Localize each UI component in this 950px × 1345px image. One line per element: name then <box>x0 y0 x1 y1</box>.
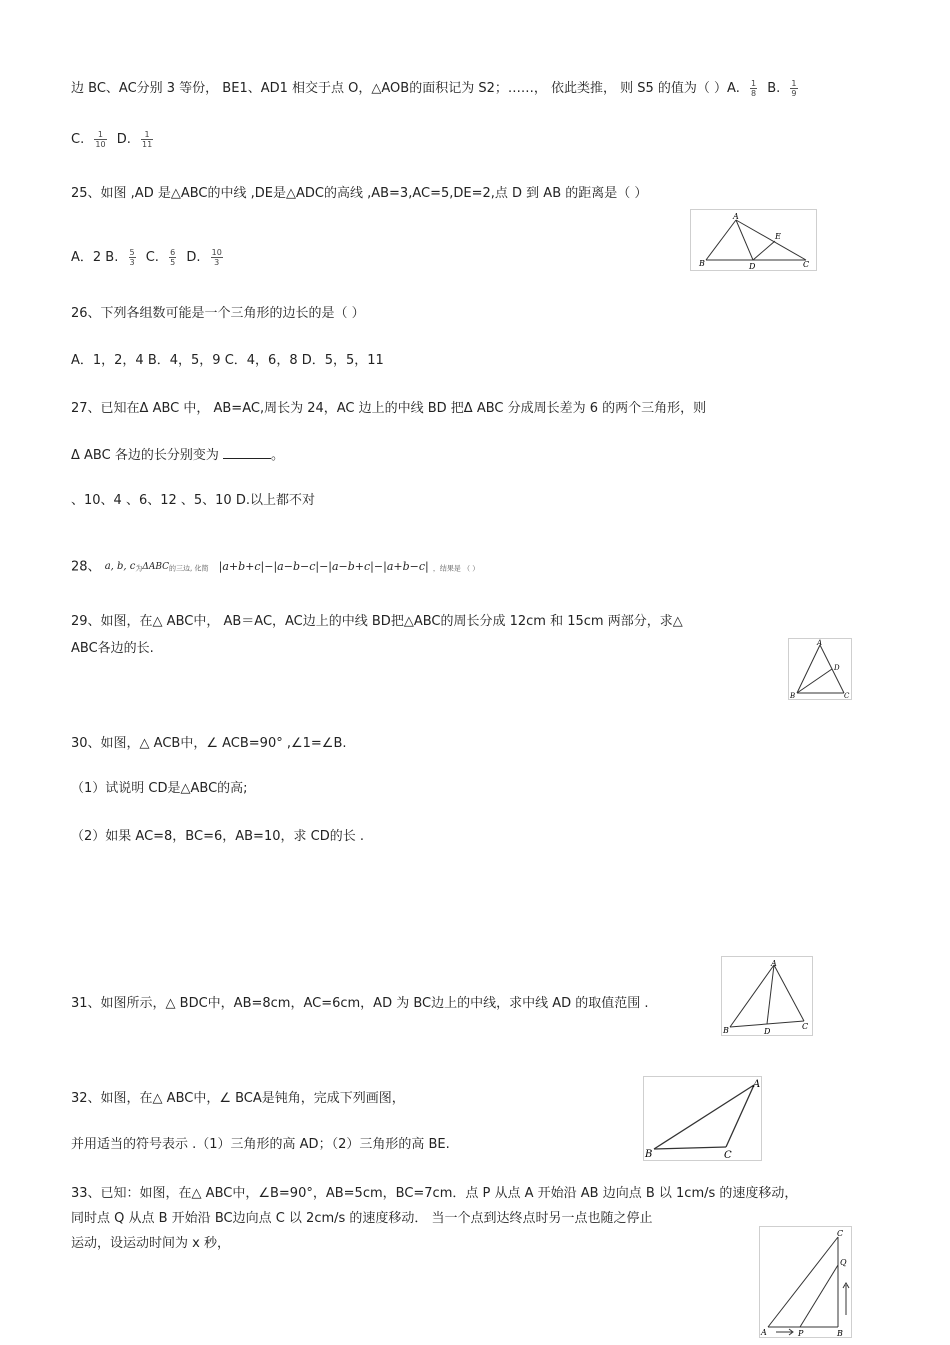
q31-label-b: B <box>723 1026 729 1035</box>
q29-label-b: B <box>790 692 796 699</box>
q26-options: A．1，2，4 B．4，5，9 C．4，6，8 D．5，5，11 <box>71 353 384 368</box>
q24-option-b-label: B. <box>767 81 781 96</box>
q29-triangle-figure <box>788 638 852 700</box>
q30-part-1: （1）试说明 CD是△ABC的高; <box>71 781 248 796</box>
q31-question: 31、如图所示，△ BDC中，AB=8cm，AC=6cm，AD 为 BC边上的中线，求中线 AD 的取值范围 . <box>71 996 649 1011</box>
q32-question: 32、如图，在△ ABC中，∠ BCA是钝角，完成下列画图， <box>71 1091 405 1106</box>
q24-fraction-c: $\frac{1}{10}$ <box>95 130 106 149</box>
q25-fraction-d: $\frac{10}{3}$ <box>211 248 222 267</box>
q33-label-b: B <box>837 1329 843 1337</box>
q33-label-a: A <box>761 1328 767 1337</box>
q25-label-a: A <box>733 212 739 221</box>
q25-label-c: C <box>803 260 810 269</box>
q33-question-line-3: 运动，设运动时间为 x 秒， <box>71 1236 230 1251</box>
q25-label-d: D <box>749 262 756 270</box>
q24-fraction-b: $\frac{1}{9}$ <box>791 79 797 98</box>
q27-options: 、10、4 、6、12 、5、10 D.以上都不对 <box>71 493 315 508</box>
q25-label-b: B <box>699 259 705 268</box>
q28-question: 28、 a, b, c为ΔABC的三边, 化简 |a+b+c|−|a−b−c|−|a−b+c|−|a+b−c| ，结果是 （ ） <box>71 559 480 575</box>
q24-line-2 <box>71 130 159 149</box>
q31-label-d: D <box>764 1027 771 1035</box>
q25-options: A．2 B. $\frac{5}{3}$ C. $\frac{6}{5}$ D. $\frac{10}{3}$ <box>71 248 222 267</box>
q24-option-c-label: C. <box>71 132 85 147</box>
q31-label-a: A <box>771 959 777 968</box>
q32-label-b: B <box>645 1149 653 1160</box>
q25-fraction-c: $\frac{6}{5}$ <box>170 248 176 267</box>
q33-label-q: Q <box>840 1258 847 1267</box>
q25-label-e: E <box>775 232 781 241</box>
q29-question-line-1: 29、如图，在△ ABC中， AB＝AC，AC边上的中线 BD把△ABC的周长分成 12cm 和 15cm 两部分，求△ <box>71 614 683 629</box>
q29-label-d: D <box>834 664 840 672</box>
q24-option-d-label: D. <box>116 132 131 147</box>
q31-label-c: C <box>802 1022 809 1031</box>
q33-label-p: P <box>798 1329 804 1337</box>
q32-task: 并用适当的符号表示 .（1）三角形的高 AD；（2）三角形的高 BE. <box>71 1137 450 1152</box>
q27-answer-blank <box>223 446 271 459</box>
q24-line <box>71 79 804 98</box>
q32-label-c: C <box>724 1150 732 1160</box>
q29-label-a: A <box>817 639 823 647</box>
q29-question-line-2: ABC各边的长. <box>71 641 154 656</box>
q25-question: 25、如图 ,AD 是△ABC的中线 ,DE是△ADC的高线 ,AB=3,AC=5,DE=2,点 D 到 AB 的距离是（ ） <box>71 186 648 201</box>
q31-triangle-figure <box>721 956 813 1036</box>
q24-fraction-d: $\frac{1}{11}$ <box>141 130 153 149</box>
q26-question: 26、下列各组数可能是一个三角形的边长的是（ ） <box>71 306 365 321</box>
q32-label-a: A <box>753 1079 761 1090</box>
q29-label-c: C <box>844 692 850 699</box>
q33-label-c: C <box>837 1229 844 1238</box>
q24-text: 边 BC、AC分别 3 等份， BE1、AD1 相交于点 O，△AOB的面积记为 S2；……， 依此类推， 则 S5 的值为（ ）A. <box>71 81 740 96</box>
q30-part-2: （2）如果 AC=8，BC=6，AB=10，求 CD的长 . <box>71 829 364 844</box>
q28-triangle: ΔABC <box>142 562 170 572</box>
q25-triangle-figure <box>690 209 817 271</box>
q33-triangle-figure <box>759 1226 852 1338</box>
q30-question: 30、如图，△ ACB中，∠ ACB=90° ,∠1=∠B. <box>71 736 347 751</box>
q28-variables: a, b, c <box>104 561 136 572</box>
q32-triangle-figure <box>643 1076 762 1161</box>
q27-question-line-1: 27、已知在Δ ABC 中， AB=AC,周长为 24，AC 边上的中线 BD 把Δ ABC 分成周长差为 6 的两个三角形，则 <box>71 401 707 416</box>
q28-expression: |a+b+c|−|a−b−c|−|a−b+c|−|a+b−c| <box>218 560 429 573</box>
q24-fraction-a: $\frac{1}{8}$ <box>750 79 757 98</box>
q33-question-line-2: 同时点 Q 从点 B 开始沿 BC边向点 C 以 2cm/s 的速度移动． 当一个点到达终点时另一点也随之停止 <box>71 1211 653 1226</box>
q25-fraction-b: $\frac{5}{3}$ <box>129 248 135 267</box>
q33-question-line-1: 33、已知：如图，在△ ABC中，∠B=90°，AB=5cm，BC=7cm．点 P 从点 A 开始沿 AB 边向点 B 以 1cm/s 的速度移动， <box>71 1186 798 1201</box>
q27-question-line-2: Δ ABC 各边的长分别变为 。 <box>71 448 284 463</box>
